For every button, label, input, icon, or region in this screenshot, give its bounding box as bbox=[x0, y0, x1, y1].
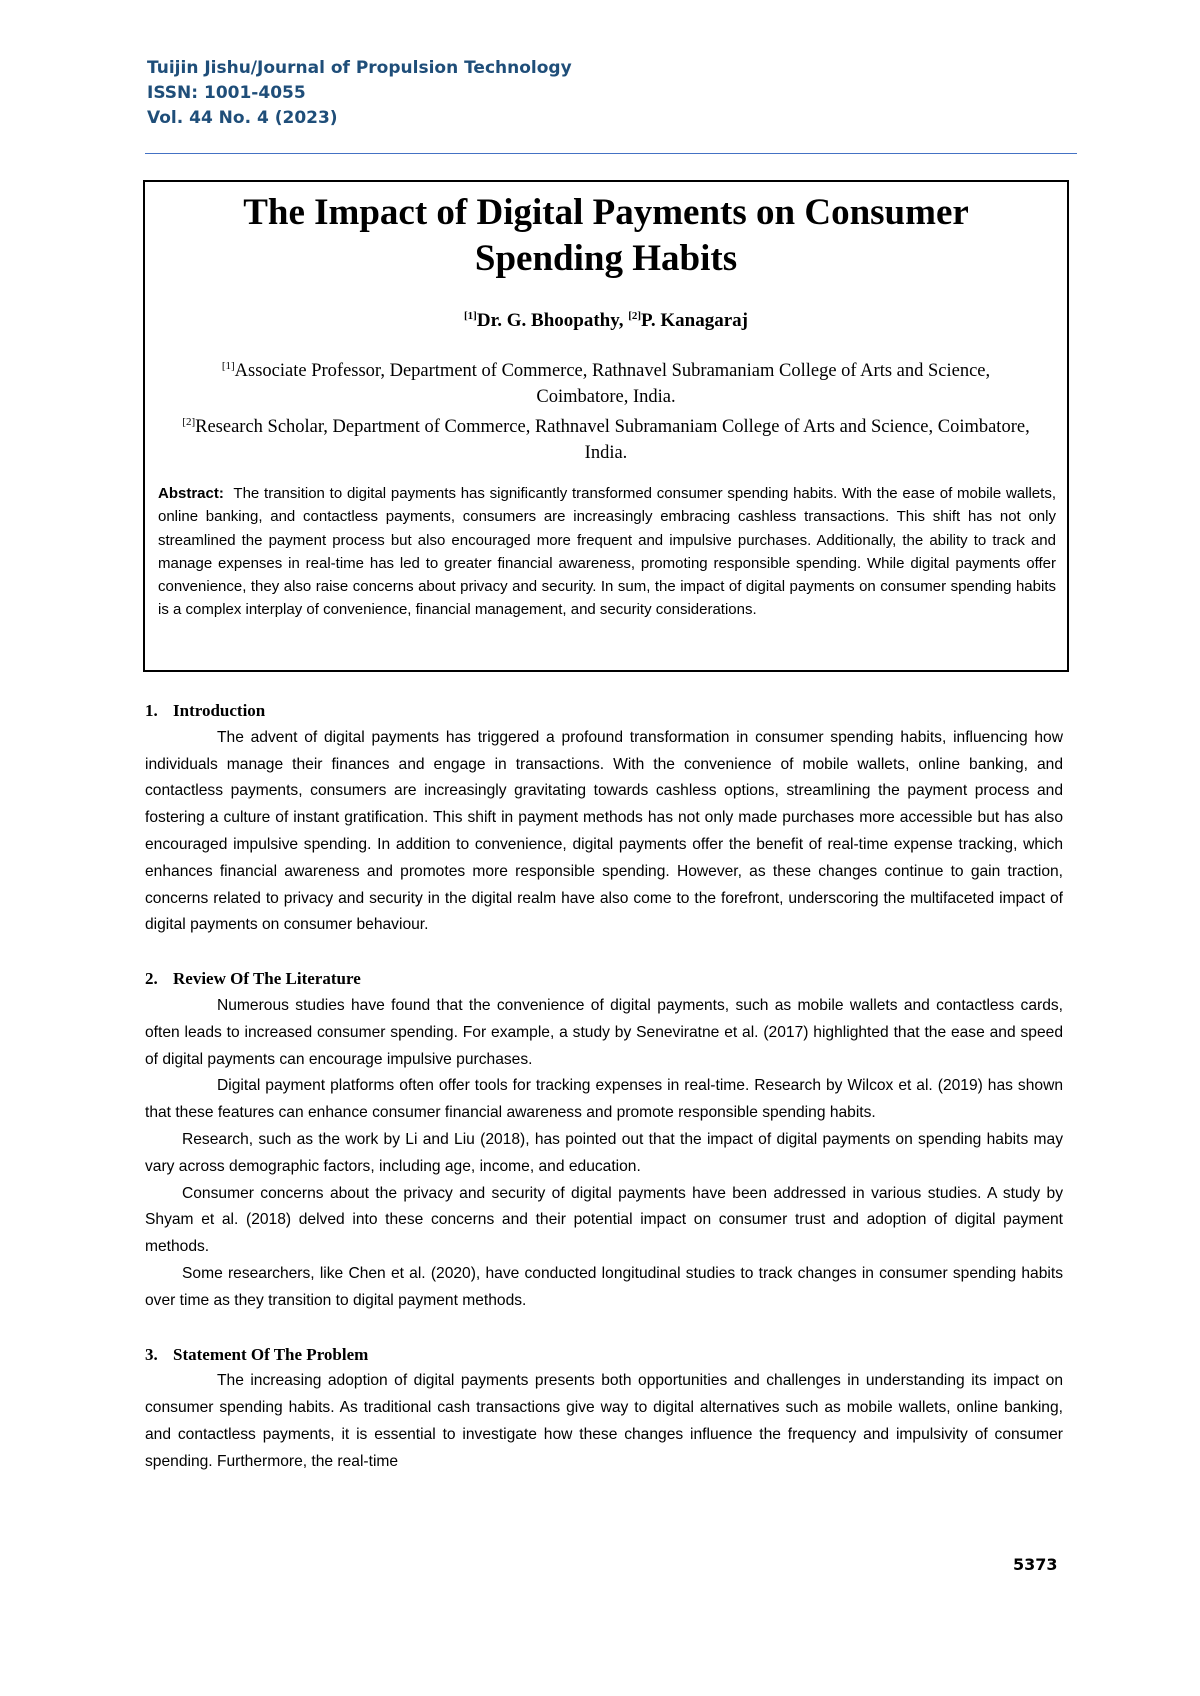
header-divider bbox=[145, 153, 1077, 154]
page-number: 5373 bbox=[1013, 1555, 1058, 1574]
section-number: 2. bbox=[145, 969, 158, 989]
paragraph: Research, such as the work by Li and Liu (2018), has pointed out that the impact of digital payments on spending habits may vary across demographic factors, including age, income, and education. bbox=[145, 1130, 1063, 1175]
paper-title: The Impact of Digital Payments on Consumer Spending Habits bbox=[243, 192, 969, 279]
section-heading bbox=[145, 698, 1063, 725]
section-heading bbox=[145, 966, 1063, 993]
title-abstract-box bbox=[143, 180, 1069, 672]
abstract-text: The transition to digital payments has significantly transformed consumer spending habits. With the ease of mobile wallets, online banking, and contactless payments, consumers are increasingly embracing cashless transactions. This shift has not only streamlined the payment process but also encouraged more frequent and impulsive purchases. Additionally, the ability to track and manage expenses in real-time has led to greater financial awareness, promoting responsible spending. While digital payments offer convenience, they also raise concerns about privacy and security. In sum, the impact of digital payments on consumer spending habits is a complex interplay of convenience, financial management, and security considerations. bbox=[158, 485, 1056, 619]
affiliation-marker: [2] bbox=[182, 416, 196, 428]
paragraph: The advent of digital payments has triggered a profound transformation in consumer spending habits, influencing how individuals manage their finances and engage in transactions. With the convenience of mobile wallets, online banking, and contactless payments, consumers are increasingly gravitating towards cashless options, streamlining the payment process and fostering a culture of instant gratification. This shift in payment methods has not only made purchases more accessible but has also encouraged impulsive spending. In addition to convenience, digital payments offer the benefit of real-time expense tracking, which enhances financial awareness and promotes more responsible spending. However, as these changes continue to gain traction, concerns related to privacy and security in the digital realm have also come to the forefront, underscoring the multifaceted impact of digital payments on consumer behaviour. bbox=[145, 728, 1063, 934]
section-title: Statement Of The Problem bbox=[173, 1344, 369, 1364]
author-marker: [1] bbox=[464, 310, 477, 322]
affiliations bbox=[145, 354, 1067, 466]
affiliation bbox=[175, 354, 1037, 410]
paragraph: Some researchers, like Chen et al. (2020), have conducted longitudinal studies to track changes in consumer spending habits over time as they transition to digital payment methods. bbox=[145, 1264, 1063, 1309]
author-name: Dr. G. Bhoopathy bbox=[476, 310, 619, 331]
paragraph: Consumer concerns about the privacy and security of digital payments have been addressed in various studies. A study by Shyam et al. (2018) delved into these concerns and their potential impact on consumer trust and adoption of digital payment methods. bbox=[145, 1184, 1063, 1256]
author-marker: [2] bbox=[628, 310, 642, 322]
journal-volume: Vol. 44 No. 4 (2023) bbox=[147, 108, 338, 128]
journal-issn: ISSN: 1001-4055 bbox=[147, 83, 306, 103]
section-heading bbox=[145, 1342, 1063, 1369]
affiliation-text: Associate Professor, Department of Commerce, Rathnavel Subramaniam College of Arts and Science, Coimbatore, India. bbox=[234, 361, 991, 407]
affiliation-text: Research Scholar, Department of Commerce, Rathnavel Subramaniam College of Arts and Science, Coimbatore, India. bbox=[195, 417, 1030, 463]
author-name: P. Kanagaraj bbox=[641, 310, 748, 331]
section-title: Introduction bbox=[173, 701, 266, 720]
paragraph: Numerous studies have found that the convenience of digital payments, such as mobile wallets and contactless cards, often leads to increased consumer spending. For example, a study by Seneviratne et al. (2017) highlighted that the ease and speed of digital payments can encourage impulsive purchases. bbox=[145, 996, 1063, 1068]
section-title: Review Of The Literature bbox=[173, 969, 361, 989]
author-line bbox=[145, 304, 1067, 333]
paper-body bbox=[145, 698, 1063, 1476]
section-number: 3. bbox=[145, 1344, 158, 1364]
journal-header bbox=[147, 56, 572, 131]
paragraph: Digital payment platforms often offer tools for tracking expenses in real-time. Research by Wilcox et al. (2019) has shown that these features can enhance consumer financial awareness and promote responsible spending habits. bbox=[145, 1077, 1063, 1122]
paragraph: The increasing adoption of digital payments presents both opportunities and challenges in understanding its impact on consumer spending habits. As traditional cash transactions give way to digital alternatives such as mobile wallets, online banking, and contactless payments, it is essential to investigate how these changes influence the frequency and impulsivity of consumer spending. Furthermore, the real-time bbox=[145, 1372, 1063, 1470]
section-number: 1. bbox=[145, 701, 158, 720]
abstract-label: Abstract: bbox=[158, 485, 224, 502]
journal-name: Tuijin Jishu/Journal of Propulsion Technology bbox=[147, 58, 572, 78]
affiliation bbox=[175, 410, 1037, 466]
author-separator: , bbox=[618, 310, 629, 331]
affiliation-marker: [1] bbox=[221, 360, 235, 372]
abstract bbox=[158, 482, 1056, 622]
